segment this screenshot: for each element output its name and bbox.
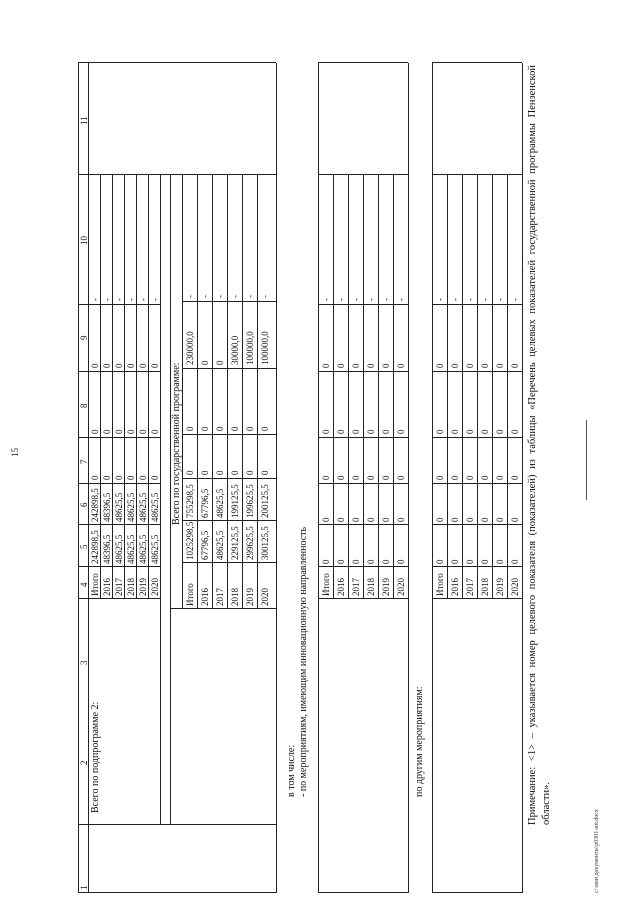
year-cell: 2017 (465, 578, 475, 596)
municipal-cell: 0 (185, 426, 195, 431)
indicator-cell: - (245, 295, 255, 298)
federal-cell: 0 (336, 475, 346, 480)
federal-cell: 0 (185, 470, 195, 475)
col-num-6: 6 (79, 502, 89, 507)
total-cell: 0 (480, 559, 490, 564)
municipal-cell: 0 (102, 429, 112, 434)
total-cell: 67796,5 (200, 530, 210, 560)
indicator-cell: - (114, 298, 124, 301)
other-cell: 0 (366, 363, 376, 368)
year-cell: 2019 (495, 578, 505, 596)
federal-cell: 0 (260, 470, 270, 475)
other-measures-label: по другим мероприятиям: (414, 686, 425, 797)
col-num-4: 4 (79, 582, 89, 587)
total-cell: 0 (321, 559, 331, 564)
total-cell: 0 (450, 559, 460, 564)
regional-cell: 48396,5 (102, 492, 112, 522)
municipal-cell: 0 (435, 429, 445, 434)
regional-cell: 200125,5 (260, 484, 270, 518)
regional-cell: 0 (351, 517, 361, 522)
regional-cell: 0 (366, 517, 376, 522)
total-cell: 300125,5 (260, 526, 270, 560)
federal-cell: 0 (351, 475, 361, 480)
total-cell: 0 (351, 559, 361, 564)
regional-cell: 0 (396, 517, 406, 522)
year-cell: 2019 (381, 578, 391, 596)
other-cell: 0 (200, 360, 210, 365)
federal-cell: 0 (480, 475, 490, 480)
indicator-cell: - (200, 295, 210, 298)
federal-cell: 0 (396, 475, 406, 480)
separator-line (586, 420, 587, 500)
col-num-8: 8 (79, 403, 89, 408)
federal-cell: 0 (321, 475, 331, 480)
municipal-cell: 0 (200, 426, 210, 431)
subprogram-label: Всего по подпрограмме 2: (90, 701, 101, 813)
year-cell: 2016 (336, 578, 346, 596)
municipal-cell: 0 (138, 429, 148, 434)
municipal-cell: 0 (336, 429, 346, 434)
indicator-cell: - (150, 298, 160, 301)
regional-cell: 0 (321, 517, 331, 522)
municipal-cell: 0 (351, 429, 361, 434)
indicator-cell: - (396, 298, 406, 301)
indicator-cell: - (102, 298, 112, 301)
other-cell: 0 (150, 363, 160, 368)
federal-cell: 0 (215, 470, 225, 475)
year-cell: 2018 (480, 578, 490, 596)
regional-cell: 48625,5 (126, 492, 136, 522)
regional-cell: 0 (465, 517, 475, 522)
total-cell: 0 (396, 559, 406, 564)
federal-cell: 0 (150, 475, 160, 480)
year-cell: 2020 (396, 578, 406, 596)
federal-cell: 0 (495, 475, 505, 480)
total-cell: 0 (510, 559, 520, 564)
other-cell: 0 (435, 363, 445, 368)
year-cell: 2020 (150, 578, 160, 596)
year-cell: 2018 (230, 588, 240, 606)
total-cell: 0 (381, 559, 391, 564)
federal-cell: 0 (230, 470, 240, 475)
year-cell: 2017 (351, 578, 361, 596)
year-cell: 2018 (366, 578, 376, 596)
municipal-cell: 0 (230, 426, 240, 431)
indicator-cell: - (450, 298, 460, 301)
other-cell: 0 (114, 363, 124, 368)
other-cell: 0 (480, 363, 490, 368)
other-cell: 0 (450, 363, 460, 368)
other-cell: 30000,0 (230, 335, 240, 365)
regional-cell: 0 (480, 517, 490, 522)
regional-cell: 48625,5 (150, 492, 160, 522)
indicator-cell: - (465, 298, 475, 301)
federal-cell: 0 (450, 475, 460, 480)
other-cell: 0 (495, 363, 505, 368)
total-cell: 48625,5 (114, 534, 124, 564)
state-program-label: Всего по государственной программе: (171, 362, 182, 525)
federal-cell: 0 (126, 475, 136, 480)
indicator-cell: - (510, 298, 520, 301)
regional-cell: 0 (450, 517, 460, 522)
indicator-cell: - (480, 298, 490, 301)
other-cell: 0 (90, 363, 100, 368)
federal-cell: 0 (200, 470, 210, 475)
municipal-cell: 0 (366, 429, 376, 434)
other-cell: 230000,0 (185, 331, 195, 365)
regional-cell: 0 (381, 517, 391, 522)
other-cell: 0 (138, 363, 148, 368)
municipal-cell: 0 (495, 429, 505, 434)
other-cell: 100000,0 (260, 331, 270, 365)
municipal-cell: 0 (321, 429, 331, 434)
total-cell: 0 (366, 559, 376, 564)
other-cell: 0 (215, 360, 225, 365)
year-cell: 2016 (450, 578, 460, 596)
regional-cell: 0 (495, 517, 505, 522)
indicator-cell: - (185, 295, 195, 298)
municipal-cell: 0 (450, 429, 460, 434)
total-cell: 299625,5 (245, 526, 255, 560)
municipal-cell: 0 (126, 429, 136, 434)
total-cell: 0 (495, 559, 505, 564)
indicator-cell: - (495, 298, 505, 301)
year-cell: 2016 (200, 588, 210, 606)
indicator-cell: - (321, 298, 331, 301)
footnote: Примечание: <1> – указывается номер целевого показателя (показателей) из таблицы «Перечень целевых показателей государственной программы Пензенской области». (527, 65, 552, 825)
other-cell: 0 (321, 363, 331, 368)
municipal-cell: 0 (215, 426, 225, 431)
year-cell: Итого (90, 573, 100, 596)
municipal-cell: 0 (90, 429, 100, 434)
federal-cell: 0 (465, 475, 475, 480)
regional-cell: 755298,5 (185, 484, 195, 518)
total-cell: 48625,5 (126, 534, 136, 564)
other-cell: 0 (381, 363, 391, 368)
indicator-cell: - (90, 298, 100, 301)
municipal-cell: 0 (150, 429, 160, 434)
other-cell: 100000,0 (245, 331, 255, 365)
year-cell: 2017 (215, 588, 225, 606)
innovation-label: - по мероприятиям, имеющим инновационную направленность (298, 526, 309, 797)
file-path-footer: c:\мои документы\р0301-ип.docx (594, 809, 600, 893)
year-cell: 2018 (126, 578, 136, 596)
regional-cell: 48625,5 (138, 492, 148, 522)
indicator-cell: - (138, 298, 148, 301)
regional-cell: 48625,5 (114, 492, 124, 522)
indicator-cell: - (230, 295, 240, 298)
other-cell: 0 (351, 363, 361, 368)
regional-cell: 67796,5 (200, 488, 210, 518)
total-cell: 0 (435, 559, 445, 564)
indicator-cell: - (260, 295, 270, 298)
regional-cell: 0 (510, 517, 520, 522)
indicator-cell: - (435, 298, 445, 301)
year-cell: Итого (435, 573, 445, 596)
municipal-cell: 0 (465, 429, 475, 434)
page-number: 15 (10, 448, 20, 457)
year-cell: 2020 (510, 578, 520, 596)
regional-cell: 199625,5 (245, 484, 255, 518)
regional-cell: 48625,5 (215, 488, 225, 518)
regional-cell: 0 (435, 517, 445, 522)
municipal-cell: 0 (245, 426, 255, 431)
municipal-cell: 0 (396, 429, 406, 434)
municipal-cell: 0 (510, 429, 520, 434)
other-cell: 0 (510, 363, 520, 368)
col-num-3: 3 (79, 660, 89, 665)
year-cell: 2019 (138, 578, 148, 596)
col-num-9: 9 (79, 335, 89, 340)
regional-cell: 199125,5 (230, 484, 240, 518)
total-cell: 48396,5 (102, 534, 112, 564)
total-cell: 48625,5 (138, 534, 148, 564)
federal-cell: 0 (114, 475, 124, 480)
col-num-7: 7 (79, 459, 89, 464)
year-cell: 2017 (114, 578, 124, 596)
year-cell: 2016 (102, 578, 112, 596)
indicator-cell: - (381, 298, 391, 301)
federal-cell: 0 (381, 475, 391, 480)
total-cell: 48625,5 (150, 534, 160, 564)
indicator-cell: - (351, 298, 361, 301)
col-num-1: 1 (79, 885, 89, 890)
federal-cell: 0 (90, 475, 100, 480)
municipal-cell: 0 (381, 429, 391, 434)
indicator-cell: - (336, 298, 346, 301)
year-cell: Итого (321, 573, 331, 596)
municipal-cell: 0 (480, 429, 490, 434)
federal-cell: 0 (435, 475, 445, 480)
col-num-5: 5 (79, 544, 89, 549)
total-cell: 0 (336, 559, 346, 564)
other-cell: 0 (126, 363, 136, 368)
federal-cell: 0 (510, 475, 520, 480)
including-label: в том числе: (286, 744, 297, 797)
year-cell: 2020 (260, 588, 270, 606)
other-cell: 0 (465, 363, 475, 368)
other-cell: 0 (336, 363, 346, 368)
total-cell: 242898,5 (90, 530, 100, 564)
year-cell: Итого (185, 583, 195, 606)
year-cell: 2019 (245, 588, 255, 606)
total-cell: 1025298,5 (185, 521, 195, 560)
other-cell: 0 (396, 363, 406, 368)
municipal-cell: 0 (260, 426, 270, 431)
federal-cell: 0 (138, 475, 148, 480)
federal-cell: 0 (366, 475, 376, 480)
regional-cell: 242898,5 (90, 488, 100, 522)
col-num-10: 10 (79, 236, 89, 245)
indicator-cell: - (126, 298, 136, 301)
other-cell: 0 (102, 363, 112, 368)
federal-cell: 0 (102, 475, 112, 480)
indicator-cell: - (215, 295, 225, 298)
indicator-cell: - (366, 298, 376, 301)
col-num-2: 2 (79, 760, 89, 765)
municipal-cell: 0 (114, 429, 124, 434)
total-cell: 0 (465, 559, 475, 564)
total-cell: 48625,5 (215, 530, 225, 560)
regional-cell: 0 (336, 517, 346, 522)
total-cell: 229125,5 (230, 526, 240, 560)
col-num-11: 11 (79, 116, 89, 125)
federal-cell: 0 (245, 470, 255, 475)
